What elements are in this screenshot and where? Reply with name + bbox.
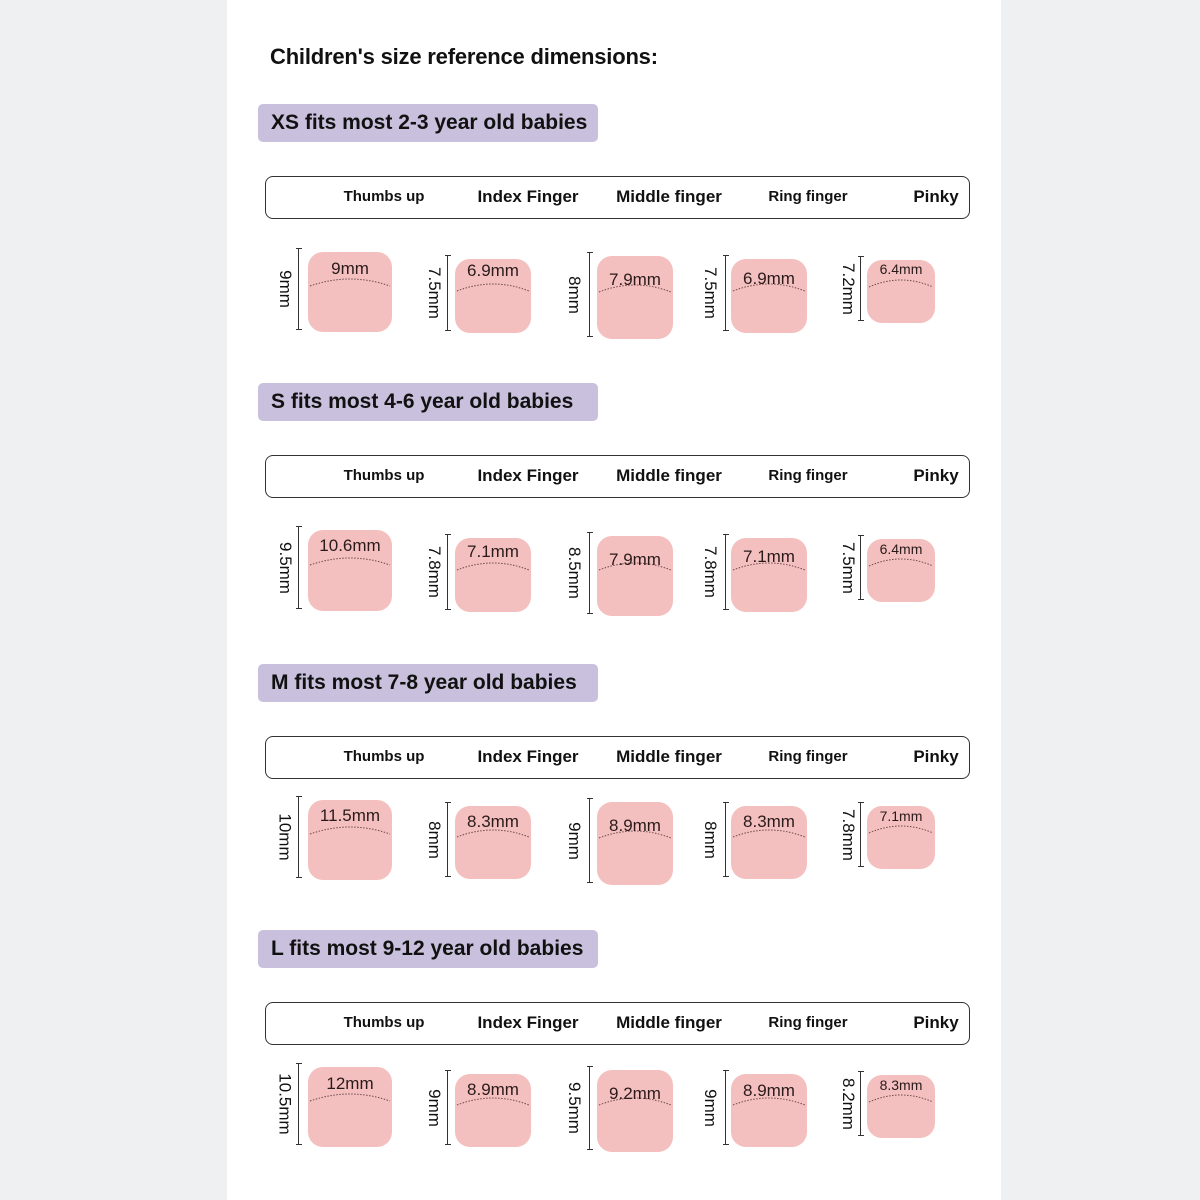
nail-height-value: 7.5mm [701, 267, 720, 319]
height-ruler [587, 252, 593, 337]
nail-width-label: 11.5mm [319, 806, 381, 825]
nail-height-label [424, 534, 444, 610]
height-ruler [723, 534, 729, 610]
height-ruler [723, 802, 729, 877]
nail-curve-line [597, 536, 673, 616]
nail-shape [455, 538, 531, 612]
nail-curve-line [597, 802, 673, 885]
height-ruler [723, 255, 729, 331]
nail-shape [597, 256, 673, 339]
nail-shape [308, 800, 392, 880]
size-section [227, 664, 1001, 914]
nail-height-value: 9.5mm [276, 541, 295, 594]
nail-height-label [275, 526, 295, 609]
nail-width-label: 6.4mm [879, 261, 923, 277]
height-ruler [445, 802, 451, 877]
height-ruler [296, 526, 302, 609]
nail-shape [731, 259, 807, 333]
nail-width-label: 6.9mm [467, 261, 519, 280]
finger-header-label: Thumbs up [343, 188, 425, 205]
finger-header-label: Ring finger [768, 188, 848, 205]
finger-header-label: Pinky [913, 466, 959, 485]
nail-height-value: 9mm [701, 1088, 720, 1127]
nail-height-label [838, 1071, 858, 1136]
height-ruler [296, 796, 302, 878]
nail-width-label: 7.9mm [609, 550, 661, 569]
nail-shape [308, 252, 392, 332]
nail-width-label: 10.6mm [319, 536, 381, 555]
height-ruler [445, 534, 451, 610]
nail-height-label [838, 535, 858, 600]
height-ruler [296, 248, 302, 330]
nail-shape [867, 806, 935, 869]
finger-header-label: Middle finger [616, 187, 722, 206]
finger-header-label: Middle finger [616, 747, 722, 766]
finger-header-label: Middle finger [616, 1013, 722, 1032]
size-badge: L fits most 9-12 year old babies [258, 930, 598, 968]
nail-height-label [275, 796, 295, 878]
nail-height-label [700, 802, 720, 877]
height-ruler [445, 255, 451, 331]
nail-height-label [564, 532, 584, 614]
finger-header-row [265, 736, 970, 779]
nail-width-label: 6.9mm [743, 269, 795, 288]
size-section [227, 930, 1001, 1180]
finger-header-label: Thumbs up [343, 748, 425, 765]
nail-height-label [275, 1063, 295, 1145]
nail-width-label: 7.1mm [743, 547, 795, 566]
nail-height-label [700, 255, 720, 331]
nail-width-label: 7.9mm [609, 270, 661, 289]
nail-height-value: 8.2mm [839, 1077, 858, 1130]
nail-height-value: 10.5mm [276, 1073, 296, 1135]
finger-header-row [265, 455, 970, 498]
nail-height-label [424, 255, 444, 331]
nail-width-label: 6.4mm [879, 541, 923, 557]
nail-width-label: 8.9mm [609, 816, 661, 835]
nail-height-label [700, 534, 720, 610]
height-ruler [587, 798, 593, 883]
nail-height-value: 7.8mm [839, 808, 858, 861]
finger-header-label: Index Finger [477, 1013, 579, 1032]
nail-height-value: 7.8mm [425, 546, 444, 598]
nail-height-value: 9mm [276, 270, 295, 308]
nail-height-label [275, 248, 295, 330]
nail-height-value: 8.5mm [565, 547, 584, 599]
nail-height-value: 10mm [276, 813, 296, 861]
nail-height-value: 8mm [701, 820, 720, 859]
finger-header-label: Thumbs up [343, 467, 425, 484]
finger-header-label: Index Finger [477, 187, 579, 206]
nail-width-label: 8.3mm [879, 1077, 923, 1093]
finger-header-label: Pinky [913, 747, 959, 766]
nail-shape [308, 530, 392, 611]
finger-header-label: Index Finger [477, 747, 579, 766]
nail-height-value: 9mm [425, 1088, 444, 1127]
nail-shape [455, 1074, 531, 1147]
size-section [227, 383, 1001, 633]
nail-height-label [838, 256, 858, 321]
height-ruler [858, 802, 864, 867]
nail-shape [867, 260, 935, 323]
nail-width-label: 9mm [331, 259, 369, 278]
finger-header-label: Pinky [913, 1013, 959, 1032]
size-badge: XS fits most 2-3 year old babies [258, 104, 598, 142]
height-ruler [723, 1070, 729, 1145]
nail-width-label: 7.1mm [467, 542, 519, 561]
nail-shape [597, 536, 673, 616]
size-badge: M fits most 7-8 year old babies [258, 664, 598, 702]
nail-shape [455, 259, 531, 333]
nail-shape [867, 539, 935, 602]
nail-width-label: 8.9mm [743, 1081, 795, 1100]
nail-height-value: 7.8mm [701, 546, 720, 598]
finger-header-label: Ring finger [768, 467, 848, 484]
size-section [227, 104, 1001, 354]
nail-height-value: 8mm [565, 275, 584, 314]
nail-height-value: 7.2mm [839, 262, 858, 315]
nail-shape [867, 1075, 935, 1138]
height-ruler [587, 532, 593, 614]
finger-header-row [265, 176, 970, 219]
height-ruler [858, 1071, 864, 1136]
nail-curve-line [597, 256, 673, 339]
height-ruler [587, 1066, 593, 1150]
nail-height-value: 9mm [565, 821, 584, 860]
height-ruler [445, 1070, 451, 1145]
nail-height-label [564, 798, 584, 883]
finger-header-label: Thumbs up [343, 1014, 425, 1031]
nail-shape [731, 1074, 807, 1147]
height-ruler [858, 535, 864, 600]
nail-height-value: 7.5mm [425, 267, 444, 319]
finger-header-row [265, 1002, 970, 1045]
nail-shape [597, 1070, 673, 1152]
size-badge: S fits most 4-6 year old babies [258, 383, 598, 421]
finger-header-label: Ring finger [768, 748, 848, 765]
nail-width-label: 12mm [326, 1074, 374, 1093]
nail-width-label: 8.9mm [467, 1080, 519, 1099]
nail-height-label [838, 802, 858, 867]
height-ruler [296, 1063, 302, 1145]
finger-header-label: Middle finger [616, 466, 722, 485]
nail-height-label [564, 252, 584, 337]
nail-width-label: 8.3mm [743, 812, 795, 831]
size-chart-page [227, 0, 1001, 1200]
nail-height-value: 8mm [425, 820, 444, 859]
nail-curve-line [597, 1070, 673, 1152]
nail-height-value: 9.5mm [565, 1082, 584, 1134]
finger-header-label: Pinky [913, 187, 959, 206]
finger-header-label: Ring finger [768, 1014, 848, 1031]
nail-shape [455, 806, 531, 879]
nail-shape [731, 538, 807, 612]
nail-width-label: 8.3mm [467, 812, 519, 831]
page-title: Children's size reference dimensions: [270, 44, 658, 69]
nail-shape [308, 1067, 392, 1147]
nail-shape [597, 802, 673, 885]
height-ruler [858, 256, 864, 321]
nail-shape [731, 806, 807, 879]
nail-width-label: 7.1mm [879, 808, 923, 824]
nail-height-label [424, 802, 444, 877]
nail-height-label [424, 1070, 444, 1145]
nail-height-label [700, 1070, 720, 1145]
nail-height-label [564, 1066, 584, 1150]
finger-header-label: Index Finger [477, 466, 579, 485]
nail-height-value: 7.5mm [839, 541, 858, 594]
nail-width-label: 9.2mm [609, 1084, 661, 1103]
